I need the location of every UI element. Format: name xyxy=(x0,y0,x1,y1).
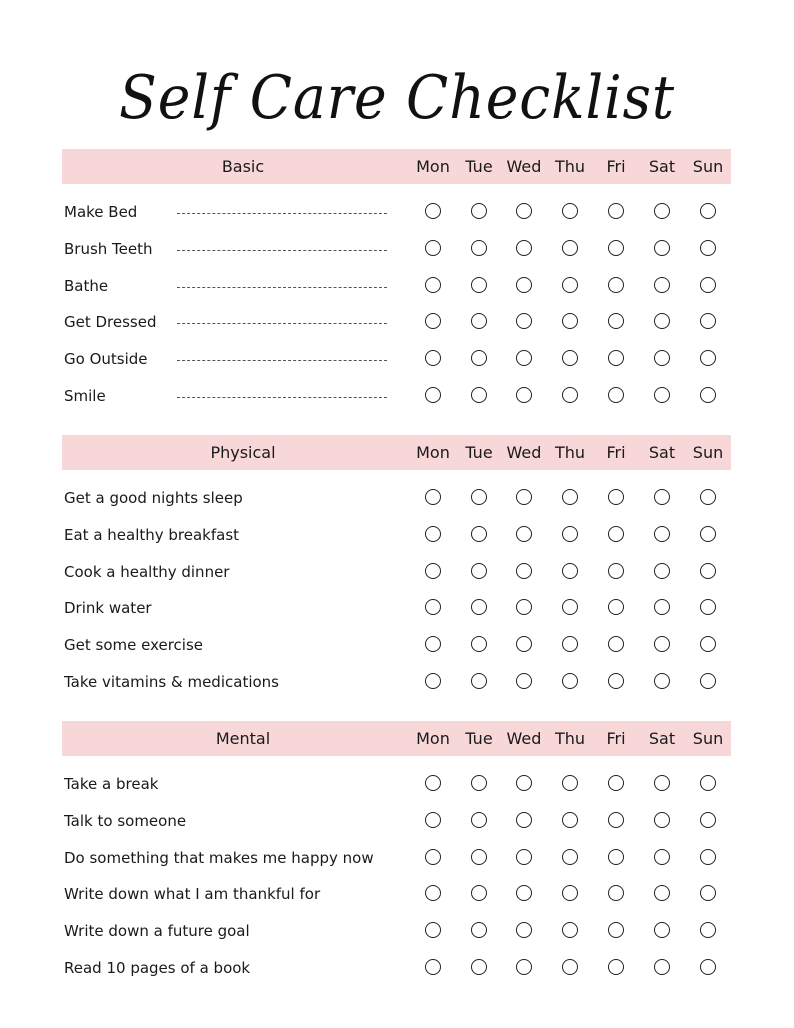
checklist-row xyxy=(62,194,731,231)
checklist-row xyxy=(62,590,731,627)
task-label: Write down what I am thankful for xyxy=(64,885,321,904)
checkbox-thu[interactable] xyxy=(562,563,578,579)
task-label: Get some exercise xyxy=(64,636,204,655)
dotted-leader xyxy=(177,213,387,214)
checkbox-sat[interactable] xyxy=(654,849,670,865)
dotted-leader xyxy=(177,360,387,361)
checkbox-tue[interactable] xyxy=(471,673,487,689)
task-label: Take a break xyxy=(64,775,159,793)
checkbox-mon[interactable] xyxy=(425,489,441,505)
section-basic xyxy=(62,149,731,415)
checklist-row xyxy=(62,304,731,341)
day-header-fri: Fri xyxy=(606,729,626,748)
checklist-row xyxy=(62,803,731,840)
section-header xyxy=(62,149,731,184)
dotted-leader xyxy=(177,323,387,324)
checkbox-thu[interactable] xyxy=(562,673,578,689)
checklist-row xyxy=(62,231,731,268)
checkbox-sun[interactable] xyxy=(700,526,716,542)
checkbox-mon[interactable] xyxy=(425,673,441,689)
checkbox-sun[interactable] xyxy=(700,775,716,791)
section-header xyxy=(62,721,731,756)
checkbox-thu[interactable] xyxy=(562,313,578,329)
checkbox-sun[interactable] xyxy=(700,240,716,256)
checkbox-sat[interactable] xyxy=(654,599,670,615)
checkbox-wed[interactable] xyxy=(516,313,532,329)
day-header-sat: Sat xyxy=(648,729,676,748)
checkbox-sun[interactable] xyxy=(700,599,716,615)
checkbox-tue[interactable] xyxy=(471,922,487,938)
day-header-thu: Thu xyxy=(554,729,586,748)
task-label: Bathe xyxy=(64,276,109,295)
checkbox-sun[interactable] xyxy=(700,885,716,901)
task-label: Eat a healthy breakfast xyxy=(64,525,240,544)
checkbox-sat[interactable] xyxy=(654,775,670,791)
checkbox-wed[interactable] xyxy=(516,203,532,219)
checkbox-sat[interactable] xyxy=(654,812,670,828)
checkbox-sat[interactable] xyxy=(654,959,670,975)
checkbox-sun[interactable] xyxy=(700,350,716,366)
task-label: Write down a future goal xyxy=(64,922,250,941)
checkbox-mon[interactable] xyxy=(425,775,441,791)
checklist-row xyxy=(62,876,731,913)
checkbox-mon[interactable] xyxy=(425,885,441,901)
checkbox-mon[interactable] xyxy=(425,636,441,652)
checkbox-thu[interactable] xyxy=(562,489,578,505)
day-header-fri: Fri xyxy=(606,443,626,462)
dotted-leader xyxy=(177,287,387,288)
checkbox-sun[interactable] xyxy=(700,812,716,828)
checkbox-mon[interactable] xyxy=(425,812,441,828)
checkbox-fri[interactable] xyxy=(608,277,624,293)
checkbox-mon[interactable] xyxy=(425,313,441,329)
checkbox-sat[interactable] xyxy=(654,350,670,366)
checkbox-tue[interactable] xyxy=(471,203,487,219)
checkbox-wed[interactable] xyxy=(516,387,532,403)
task-label: Brush Teeth xyxy=(64,239,153,258)
section-header xyxy=(62,435,731,470)
checkbox-tue[interactable] xyxy=(471,489,487,505)
checkbox-thu[interactable] xyxy=(562,775,578,791)
checkbox-sat[interactable] xyxy=(654,489,670,505)
task-label: Get a good nights sleep xyxy=(64,489,243,507)
day-header-mon: Mon xyxy=(416,157,450,176)
checkbox-wed[interactable] xyxy=(516,350,532,366)
checkbox-wed[interactable] xyxy=(516,885,532,901)
checkbox-fri[interactable] xyxy=(608,922,624,938)
checkbox-fri[interactable] xyxy=(608,775,624,791)
section-physical xyxy=(62,435,731,701)
section-mental xyxy=(62,721,731,987)
checkbox-tue[interactable] xyxy=(471,885,487,901)
day-header-fri: Fri xyxy=(606,157,626,176)
checkbox-tue[interactable] xyxy=(471,599,487,615)
day-header-thu: Thu xyxy=(554,443,586,462)
checkbox-wed[interactable] xyxy=(516,922,532,938)
checkbox-wed[interactable] xyxy=(516,563,532,579)
checkbox-wed[interactable] xyxy=(516,636,532,652)
checkbox-sun[interactable] xyxy=(700,673,716,689)
checklist-row xyxy=(62,950,731,987)
checkbox-tue[interactable] xyxy=(471,277,487,293)
checkbox-mon[interactable] xyxy=(425,240,441,256)
checkbox-sat[interactable] xyxy=(654,240,670,256)
checkbox-wed[interactable] xyxy=(516,526,532,542)
day-header-wed: Wed xyxy=(506,443,542,462)
checklist-row xyxy=(62,664,731,701)
checkbox-mon[interactable] xyxy=(425,350,441,366)
task-label: Talk to someone xyxy=(64,811,187,830)
day-header-sat: Sat xyxy=(648,157,676,176)
checkbox-sun[interactable] xyxy=(700,959,716,975)
checkbox-sat[interactable] xyxy=(654,922,670,938)
checkbox-sun[interactable] xyxy=(700,636,716,652)
task-label: Drink water xyxy=(64,599,152,618)
checkbox-sun[interactable] xyxy=(700,563,716,579)
day-header-sun: Sun xyxy=(692,729,724,748)
checkbox-fri[interactable] xyxy=(608,563,624,579)
checkbox-wed[interactable] xyxy=(516,775,532,791)
task-label: Make Bed xyxy=(64,203,138,221)
checkbox-tue[interactable] xyxy=(471,959,487,975)
checkbox-fri[interactable] xyxy=(608,526,624,542)
checkbox-sat[interactable] xyxy=(654,203,670,219)
checkbox-mon[interactable] xyxy=(425,959,441,975)
checkbox-mon[interactable] xyxy=(425,922,441,938)
checkbox-sun[interactable] xyxy=(700,313,716,329)
checkbox-sat[interactable] xyxy=(654,885,670,901)
checkbox-thu[interactable] xyxy=(562,526,578,542)
day-header-thu: Thu xyxy=(554,157,586,176)
checkbox-mon[interactable] xyxy=(425,387,441,403)
day-header-sun: Sun xyxy=(692,157,724,176)
checkbox-thu[interactable] xyxy=(562,240,578,256)
checkbox-mon[interactable] xyxy=(425,563,441,579)
checkbox-sun[interactable] xyxy=(700,203,716,219)
dotted-leader xyxy=(177,250,387,251)
section-title: Basic xyxy=(221,157,265,176)
task-label: Smile xyxy=(64,386,106,405)
checkbox-thu[interactable] xyxy=(562,922,578,938)
checklist-row xyxy=(62,378,731,415)
checkbox-mon[interactable] xyxy=(425,277,441,293)
checkbox-sat[interactable] xyxy=(654,313,670,329)
checklist-row xyxy=(62,517,731,554)
checkbox-fri[interactable] xyxy=(608,387,624,403)
checkbox-thu[interactable] xyxy=(562,387,578,403)
checkbox-mon[interactable] xyxy=(425,849,441,865)
task-label: Take vitamins & medications xyxy=(64,672,279,691)
page-title: Self Care Checklist xyxy=(119,63,675,133)
checkbox-wed[interactable] xyxy=(516,849,532,865)
checkbox-mon[interactable] xyxy=(425,526,441,542)
checkbox-thu[interactable] xyxy=(562,636,578,652)
checkbox-wed[interactable] xyxy=(516,812,532,828)
checkbox-thu[interactable] xyxy=(562,277,578,293)
checkbox-tue[interactable] xyxy=(471,563,487,579)
task-label: Get Dressed xyxy=(64,313,157,332)
checkbox-thu[interactable] xyxy=(562,350,578,366)
checklist-row xyxy=(62,554,731,591)
checkbox-sat[interactable] xyxy=(654,387,670,403)
checkbox-thu[interactable] xyxy=(562,849,578,865)
checkbox-sun[interactable] xyxy=(700,849,716,865)
section-title: Mental xyxy=(215,729,271,748)
checkbox-sat[interactable] xyxy=(654,526,670,542)
checkbox-tue[interactable] xyxy=(471,526,487,542)
task-label: Go Outside xyxy=(64,350,148,369)
task-label: Cook a healthy dinner xyxy=(64,562,230,581)
checkbox-fri[interactable] xyxy=(608,489,624,505)
checkbox-sun[interactable] xyxy=(700,277,716,293)
checkbox-sun[interactable] xyxy=(700,489,716,505)
checkbox-thu[interactable] xyxy=(562,812,578,828)
checkbox-tue[interactable] xyxy=(471,812,487,828)
day-header-wed: Wed xyxy=(506,729,542,748)
checkbox-wed[interactable] xyxy=(516,599,532,615)
checkbox-tue[interactable] xyxy=(471,350,487,366)
day-header-sat: Sat xyxy=(648,443,676,462)
checkbox-sat[interactable] xyxy=(654,673,670,689)
checkbox-sun[interactable] xyxy=(700,922,716,938)
day-header-sun: Sun xyxy=(692,443,724,462)
checklist-row xyxy=(62,913,731,950)
checkbox-thu[interactable] xyxy=(562,203,578,219)
checkbox-fri[interactable] xyxy=(608,849,624,865)
checkbox-thu[interactable] xyxy=(562,885,578,901)
checkbox-fri[interactable] xyxy=(608,812,624,828)
checkbox-mon[interactable] xyxy=(425,203,441,219)
dotted-leader xyxy=(177,397,387,398)
checkbox-wed[interactable] xyxy=(516,489,532,505)
checklist-row xyxy=(62,627,731,664)
checkbox-fri[interactable] xyxy=(608,673,624,689)
day-header-mon: Mon xyxy=(416,443,450,462)
checklist-row xyxy=(62,268,731,305)
day-header-tue: Tue xyxy=(465,729,493,748)
checklist-row xyxy=(62,766,731,803)
checkbox-tue[interactable] xyxy=(471,313,487,329)
checkbox-wed[interactable] xyxy=(516,277,532,293)
checkbox-fri[interactable] xyxy=(608,599,624,615)
checkbox-sat[interactable] xyxy=(654,563,670,579)
checklist-row xyxy=(62,480,731,517)
checkbox-wed[interactable] xyxy=(516,240,532,256)
checkbox-fri[interactable] xyxy=(608,240,624,256)
checkbox-tue[interactable] xyxy=(471,636,487,652)
checkbox-fri[interactable] xyxy=(608,350,624,366)
checkbox-thu[interactable] xyxy=(562,959,578,975)
checklist-row xyxy=(62,341,731,378)
section-title: Physical xyxy=(210,443,276,462)
checkbox-fri[interactable] xyxy=(608,313,624,329)
day-header-tue: Tue xyxy=(465,443,493,462)
day-header-wed: Wed xyxy=(506,157,542,176)
checklist-row xyxy=(62,840,731,877)
checkbox-thu[interactable] xyxy=(562,599,578,615)
day-header-mon: Mon xyxy=(416,729,450,748)
checkbox-sat[interactable] xyxy=(654,636,670,652)
checkbox-tue[interactable] xyxy=(471,387,487,403)
checkbox-wed[interactable] xyxy=(516,959,532,975)
checkbox-wed[interactable] xyxy=(516,673,532,689)
checkbox-fri[interactable] xyxy=(608,636,624,652)
checkbox-tue[interactable] xyxy=(471,240,487,256)
checkbox-tue[interactable] xyxy=(471,775,487,791)
checkbox-sat[interactable] xyxy=(654,277,670,293)
day-header-tue: Tue xyxy=(465,157,493,176)
task-label: Read 10 pages of a book xyxy=(64,958,251,977)
checkbox-fri[interactable] xyxy=(608,885,624,901)
checkbox-tue[interactable] xyxy=(471,849,487,865)
checkbox-mon[interactable] xyxy=(425,599,441,615)
checkbox-fri[interactable] xyxy=(608,203,624,219)
checkbox-sun[interactable] xyxy=(700,387,716,403)
checkbox-fri[interactable] xyxy=(608,959,624,975)
task-label: Do something that makes me happy now xyxy=(64,848,374,867)
